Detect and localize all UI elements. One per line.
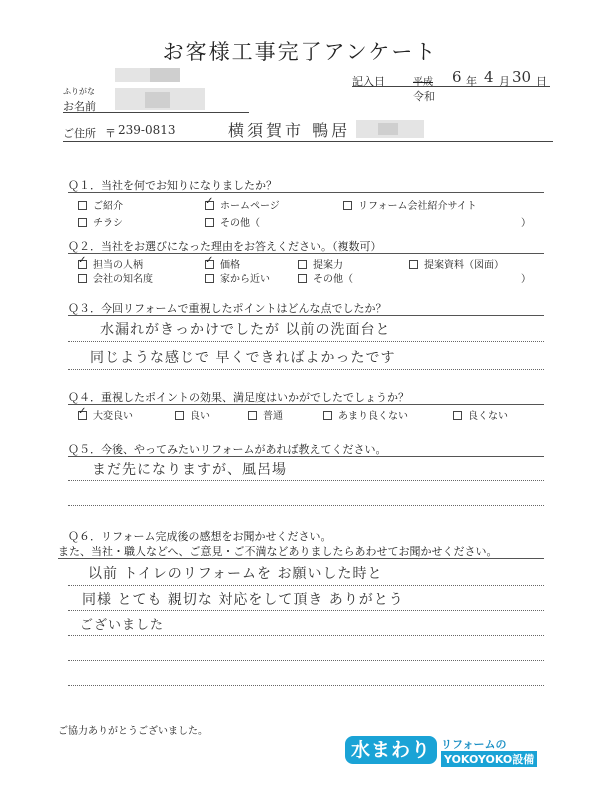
q6-answer-line: ございました — [80, 618, 165, 633]
checkbox-checked-icon — [205, 201, 214, 210]
q4-option-good[interactable]: 良い — [175, 407, 210, 422]
q2-option-proposal[interactable]: 提案力 — [298, 256, 343, 271]
company-logo — [345, 736, 550, 766]
answer-line — [68, 585, 544, 586]
q6-rule — [58, 558, 544, 559]
q1-option-reform-site[interactable]: リフォーム会社紹介サイト — [343, 197, 477, 212]
date-underline — [352, 86, 550, 87]
year-unit: 年 — [466, 75, 477, 88]
address-label: ご住所 — [63, 127, 96, 140]
answer-line — [68, 341, 544, 342]
postal-mark: 〒 — [105, 127, 116, 140]
answer-line — [68, 505, 544, 506]
checkbox-checked-icon — [78, 411, 87, 420]
checkbox-icon — [248, 411, 257, 420]
checkbox-icon — [205, 274, 214, 283]
q6-text2: また、当社・職人などへ、ご意見・ご不満などありましたらあわせてお聞かせください。 — [58, 545, 498, 558]
q4-text: Ｑ４．重視したポイントの効果、満足度はいかがでしたでしょうか？ — [68, 391, 409, 404]
checkbox-icon — [343, 201, 352, 210]
q6-text: Ｑ６．リフォーム完成後の感想をお聞かせください。 — [68, 530, 332, 543]
era-handwritten: 令和 — [413, 90, 435, 103]
q4-option-very-good[interactable]: ✓大変良い — [78, 407, 133, 422]
q4-option-average[interactable]: 普通 — [248, 407, 283, 422]
q1-option-referral[interactable]: ご紹介 — [78, 197, 123, 212]
q2-text: Ｑ２．当社をお選びになった理由をお答えください。（複数可） — [68, 240, 382, 253]
q1-text: Ｑ１．当社を何でお知りになりましたか？ — [68, 179, 277, 192]
q5-text: Ｑ５．今後、やってみたいリフォームがあれば教えてください。 — [68, 443, 387, 456]
month-value: 4 — [484, 68, 494, 86]
redacted-name — [145, 92, 170, 108]
answer-line — [68, 635, 544, 636]
redacted-furigana — [150, 68, 180, 82]
q1-option-homepage[interactable]: ✓ ホームページ — [205, 197, 280, 212]
answer-line — [68, 685, 544, 686]
redacted-address — [378, 123, 398, 135]
checkbox-icon — [78, 201, 87, 210]
logo-sub2: YOKOYOKO設備 — [441, 751, 537, 767]
address-underline — [63, 141, 553, 142]
q3-answer-line: 水漏れがきっかけでしたが 以前の洗面台と — [100, 322, 391, 338]
q2-option-nearby[interactable]: 家から近い — [205, 270, 270, 285]
q5-rule — [68, 456, 544, 457]
checkbox-icon — [78, 274, 87, 283]
q2-option-drawings[interactable]: 提案資料（図面） — [409, 256, 504, 271]
answer-line — [68, 480, 544, 481]
q4-option-not-so-good[interactable]: あまり良くない — [323, 407, 408, 422]
postal-code: 239-0813 — [118, 123, 176, 137]
day-value: 30 — [512, 68, 532, 86]
checkbox-icon — [323, 411, 332, 420]
address-city: 横須賀市 鴨居 — [228, 121, 351, 140]
q6-answer-line: 以前 トイレのリフォームを お願いした時と — [88, 566, 383, 582]
q3-text: Ｑ３．今回リフォームで重視したポイントはどんな点でしたか？ — [68, 302, 387, 315]
q4-rule — [68, 404, 544, 405]
q5-answer-line: まだ先になりますが、風呂場 — [92, 462, 287, 478]
logo-main: 水まわり — [345, 736, 437, 764]
q3-rule — [68, 315, 544, 316]
q6-answer-line: 同様 とても 親切な 対応をして頂き ありがとう — [82, 592, 404, 608]
q1-option-flyer[interactable]: チラシ — [78, 214, 123, 229]
answer-line — [68, 660, 544, 661]
checkbox-icon — [298, 260, 307, 269]
page-title: お客様工事完了アンケート — [162, 40, 438, 64]
checkbox-checked-icon — [78, 260, 87, 269]
checkbox-icon — [409, 260, 418, 269]
redacted-furigana — [115, 68, 150, 82]
q4-option-bad[interactable]: 良くない — [453, 407, 508, 422]
name-label: お名前 — [63, 100, 96, 113]
era-printed: 平成 — [413, 77, 433, 88]
checkbox-icon — [205, 218, 214, 227]
checkbox-icon — [175, 411, 184, 420]
q1-close-paren: ） — [521, 218, 531, 229]
logo-sub1: リフォームの — [441, 738, 507, 751]
answer-line — [68, 610, 544, 611]
q3-answer-line: 同じような感じで 早くできればよかったです — [90, 350, 396, 366]
date-label: 記入日 — [352, 75, 385, 88]
q1-option-other[interactable]: その他（ — [205, 214, 260, 229]
q2-option-reputation[interactable]: 会社の知名度 — [78, 270, 153, 285]
furigana-label: ふりがな — [63, 87, 95, 96]
q2-option-other[interactable]: その他（ — [298, 270, 353, 285]
name-underline — [63, 112, 249, 113]
month-unit: 月 — [499, 75, 510, 88]
q2-option-staff[interactable]: ✓担当の人柄 — [78, 256, 143, 271]
checkbox-icon — [453, 411, 462, 420]
checkbox-icon — [298, 274, 307, 283]
q2-option-price[interactable]: ✓ 価格 — [205, 256, 240, 271]
answer-line — [68, 369, 544, 370]
year-value: 6 — [452, 68, 462, 86]
checkbox-checked-icon — [205, 260, 214, 269]
day-unit: 日 — [536, 75, 547, 88]
q2-close-paren: ） — [521, 274, 531, 285]
checkbox-icon — [78, 218, 87, 227]
q2-rule — [68, 253, 544, 254]
q1-rule — [68, 192, 544, 193]
thanks-text: ご協力ありがとうございました。 — [58, 726, 208, 737]
